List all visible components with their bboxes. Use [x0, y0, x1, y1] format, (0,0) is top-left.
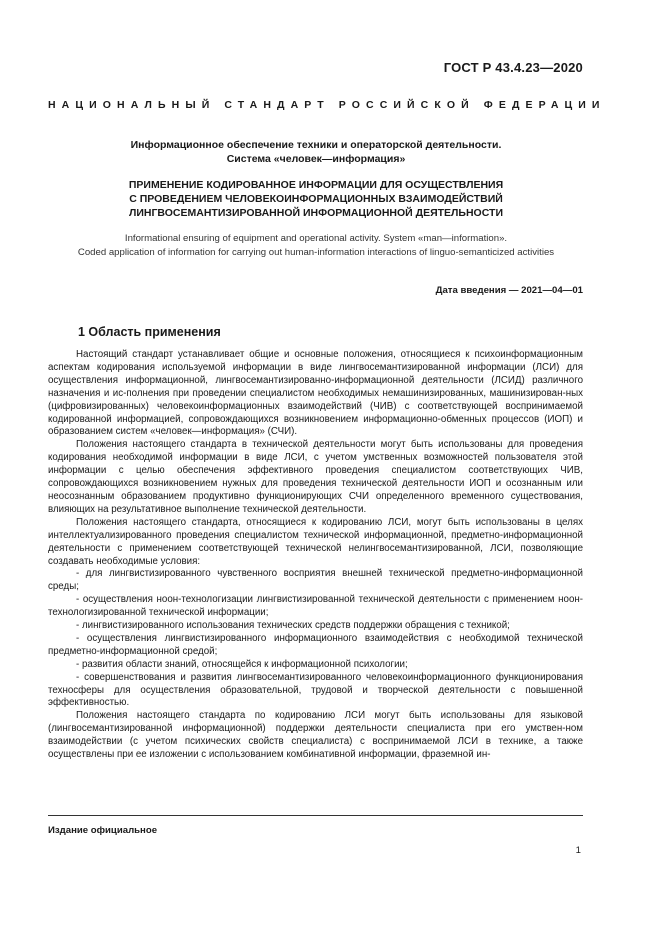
title-ru-line1: Информационное обеспечение техники и операторской деятельности. [130, 139, 502, 151]
title-en-line1: Informational ensuring of equipment and operational activity. System «man—information». [124, 233, 508, 244]
introduction-date: Дата введения — 2021—04—01 [435, 285, 583, 296]
national-standard-banner: НАЦИОНАЛЬНЫЙ СТАНДАРТ РОССИЙСКОЙ ФЕДЕРАЦИИ [48, 99, 606, 111]
standard-code: ГОСТ Р 43.4.23—2020 [443, 60, 583, 75]
title-main [48, 178, 584, 220]
title-ru-line2: Система «человек—информация» [226, 153, 406, 165]
paragraph: Положения настоящего стандарта, относящиеся к кодированию ЛСИ, могут быть использованы в целях интеллектуализированного проведения специалистом технической информационной, предметно-информационной деятельности с применением соответствующей технической нелингвосемантизированной, ЛСИ, позволяющие создавать необходимые условия: [48, 516, 583, 567]
paragraph: Положения настоящего стандарта в технической деятельности могут быть использованы для проведения кодирования необходимой информации в виде ЛСИ, с учетом умственных возможностей пользователя этой информации с целью обеспечения эффективного проведения специалистом соответствующих ЧИВ, сопровождающихся возникновением нужных для проведения технической деятельности ИОП и осознанным или неосознанным образованием продуктивно функционирующих СЧИ определенного временного существования, влияющих на результативное выполнение технической деятельности. [48, 439, 583, 515]
title-en-line2: Coded application of information for carrying out human-information interactions of linguo-semanticized activities [77, 246, 555, 258]
title-main-line1: ПРИМЕНЕНИЕ КОДИРОВАННОЕ ИНФОРМАЦИИ ДЛЯ ОСУЩЕСТВЛЕНИЯ [128, 179, 504, 191]
title-russian [48, 138, 584, 166]
title-main-line3: ЛИНГВОСЕМАНТИЗИРОВАННОЙ ИНФОРМАЦИОННОЙ ДЕЯТЕЛЬНОСТИ [128, 207, 504, 219]
list-item: - совершенствования и развития лингвосемантизированного человекоинформационного функционирования техносферы для осуществления образовательной, трудовой и творческой деятельности с повышенной эффективностью. [48, 671, 583, 709]
list-item: - развития области знаний, относящейся к информационной психологии; [76, 658, 408, 670]
edition-label: Издание официальное [48, 825, 158, 836]
page-number: 1 [575, 845, 581, 856]
list-item: - для лингвистизированного чувственного восприятия внешней технической предметно-информационной среды; [48, 568, 583, 593]
title-english [48, 232, 584, 259]
paragraph: Положения настоящего стандарта по кодированию ЛСИ могут быть использованы для языковой (лингвосемантизированной информационной) поддержки деятельности специалиста при его умствен-ном взаимодействии (с учетом психических свойств специалиста) с воспринимаемой ЛСИ в технике, а также осуществлены при ее изложении с использованием комбинативной информации, фраземной ин- [48, 710, 583, 761]
title-main-line2: С ПРОВЕДЕНИЕМ ЧЕЛОВЕКОИНФОРМАЦИОННЫХ ВЗАИМОДЕЙСТВИЙ [129, 193, 503, 205]
section-body [48, 349, 583, 762]
list-item: - лингвистизированного использования технических средств поддержки обращения с техникой; [76, 620, 510, 632]
title-block [48, 138, 584, 259]
list-item: - осуществления ноон-технологизации лингвистизированной технической деятельности с применением ноон-технологизированной технической информации; [48, 594, 583, 619]
footer-divider [48, 815, 583, 816]
paragraph: Настоящий стандарт устанавливает общие и основные положения, относящиеся к психоинформационным аспектам кодирования используемой информации в виде лингвосемантизированной информации (ЛСИ) для осуществления информационной, лингвосемантизированно-информационной деятельности (ЛСИД) различного назначения и ис-полнения при проведении специалистом необходимых немашинизированных, машинизирован-ных (цифровизированных) человекоинформационных взаимодействий (ЧИВ) с соответствующей воспринимаемой кодированной информацией, сопровождающихся возникновением информационно-обменных процессов (ИОП) и образованием систем «человек—информация» (СЧИ). [48, 349, 583, 438]
list-item: - осуществления лингвистизированного информационного взаимодействия с необходимой технической предметно-информационной средой; [48, 632, 583, 657]
section-heading: 1 Область применения [78, 325, 221, 339]
